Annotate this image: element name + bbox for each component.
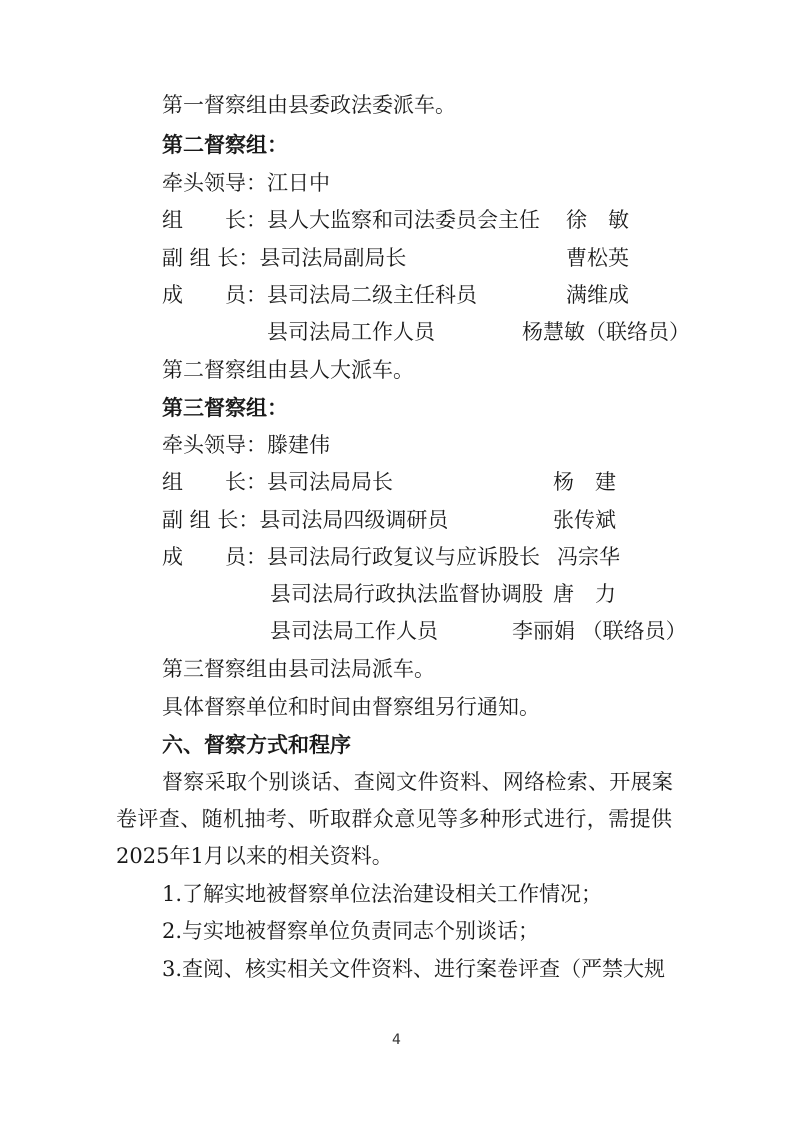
group3-member1-name: 冯宗华 — [557, 545, 620, 569]
list-item-2: 2.与实地被督察单位负责同志个别谈话； — [162, 919, 540, 943]
group2-heading: 第二督察组： — [162, 133, 288, 157]
group2-leader-role: 组 长：县人大监察和司法委员会主任 — [162, 208, 540, 232]
group3-vehicle-note: 第三督察组由县司法局派车。 — [162, 657, 435, 681]
group2-leader-name: 徐 敏 — [566, 208, 629, 232]
group3-lead: 牵头领导：滕建伟 — [162, 433, 330, 457]
group2-deputy-name: 曹松英 — [566, 246, 629, 270]
group2-member1-role: 成 员：县司法局二级主任科员 — [162, 283, 477, 307]
page-number: 4 — [392, 1032, 401, 1048]
paragraph-line-3: 2025年1月以来的相关资料。 — [116, 844, 393, 868]
section-six-heading: 六、督察方式和程序 — [162, 733, 351, 757]
group3-member2-name: 唐 力 — [553, 582, 616, 606]
schedule-note: 具体督察单位和时间由督察组另行通知。 — [162, 695, 540, 719]
group3-member1-role: 成 员：县司法局行政复议与应诉股长 — [162, 545, 540, 569]
group2-member2-name: 杨慧敏（联络员） — [522, 320, 690, 344]
group3-member3-role: 县司法局工作人员 — [270, 619, 438, 643]
group3-leader-role: 组 长：县司法局局长 — [162, 470, 393, 494]
group1-vehicle-note: 第一督察组由县委政法委派车。 — [162, 93, 456, 117]
group3-member3-name: 李丽娟 （联络员） — [512, 619, 687, 643]
group2-member2-role: 县司法局工作人员 — [267, 320, 435, 344]
group2-vehicle-note: 第二督察组由县人大派车。 — [162, 358, 414, 382]
group3-deputy-role: 副 组 长：县司法局四级调研员 — [162, 508, 449, 532]
group3-deputy-name: 张传斌 — [553, 508, 616, 532]
group2-member1-name: 满维成 — [566, 283, 629, 307]
group3-leader-name: 杨 建 — [553, 470, 616, 494]
list-item-3: 3.查阅、核实相关文件资料、进行案卷评查（严禁大规 — [162, 957, 666, 981]
group2-lead: 牵头领导：江日中 — [162, 171, 330, 195]
paragraph-line-2: 卷评查、随机抽考、听取群众意见等多种形式进行，需提供 — [116, 807, 673, 831]
group3-heading: 第三督察组： — [162, 396, 288, 420]
group2-deputy-role: 副 组 长：县司法局副局长 — [162, 246, 407, 270]
group3-member2-role: 县司法局行政执法监督协调股 — [270, 582, 543, 606]
list-item-1: 1.了解实地被督察单位法治建设相关工作情况； — [162, 882, 603, 906]
paragraph-line-1: 督察采取个别谈话、查阅文件资料、网络检索、开展案 — [162, 770, 674, 794]
